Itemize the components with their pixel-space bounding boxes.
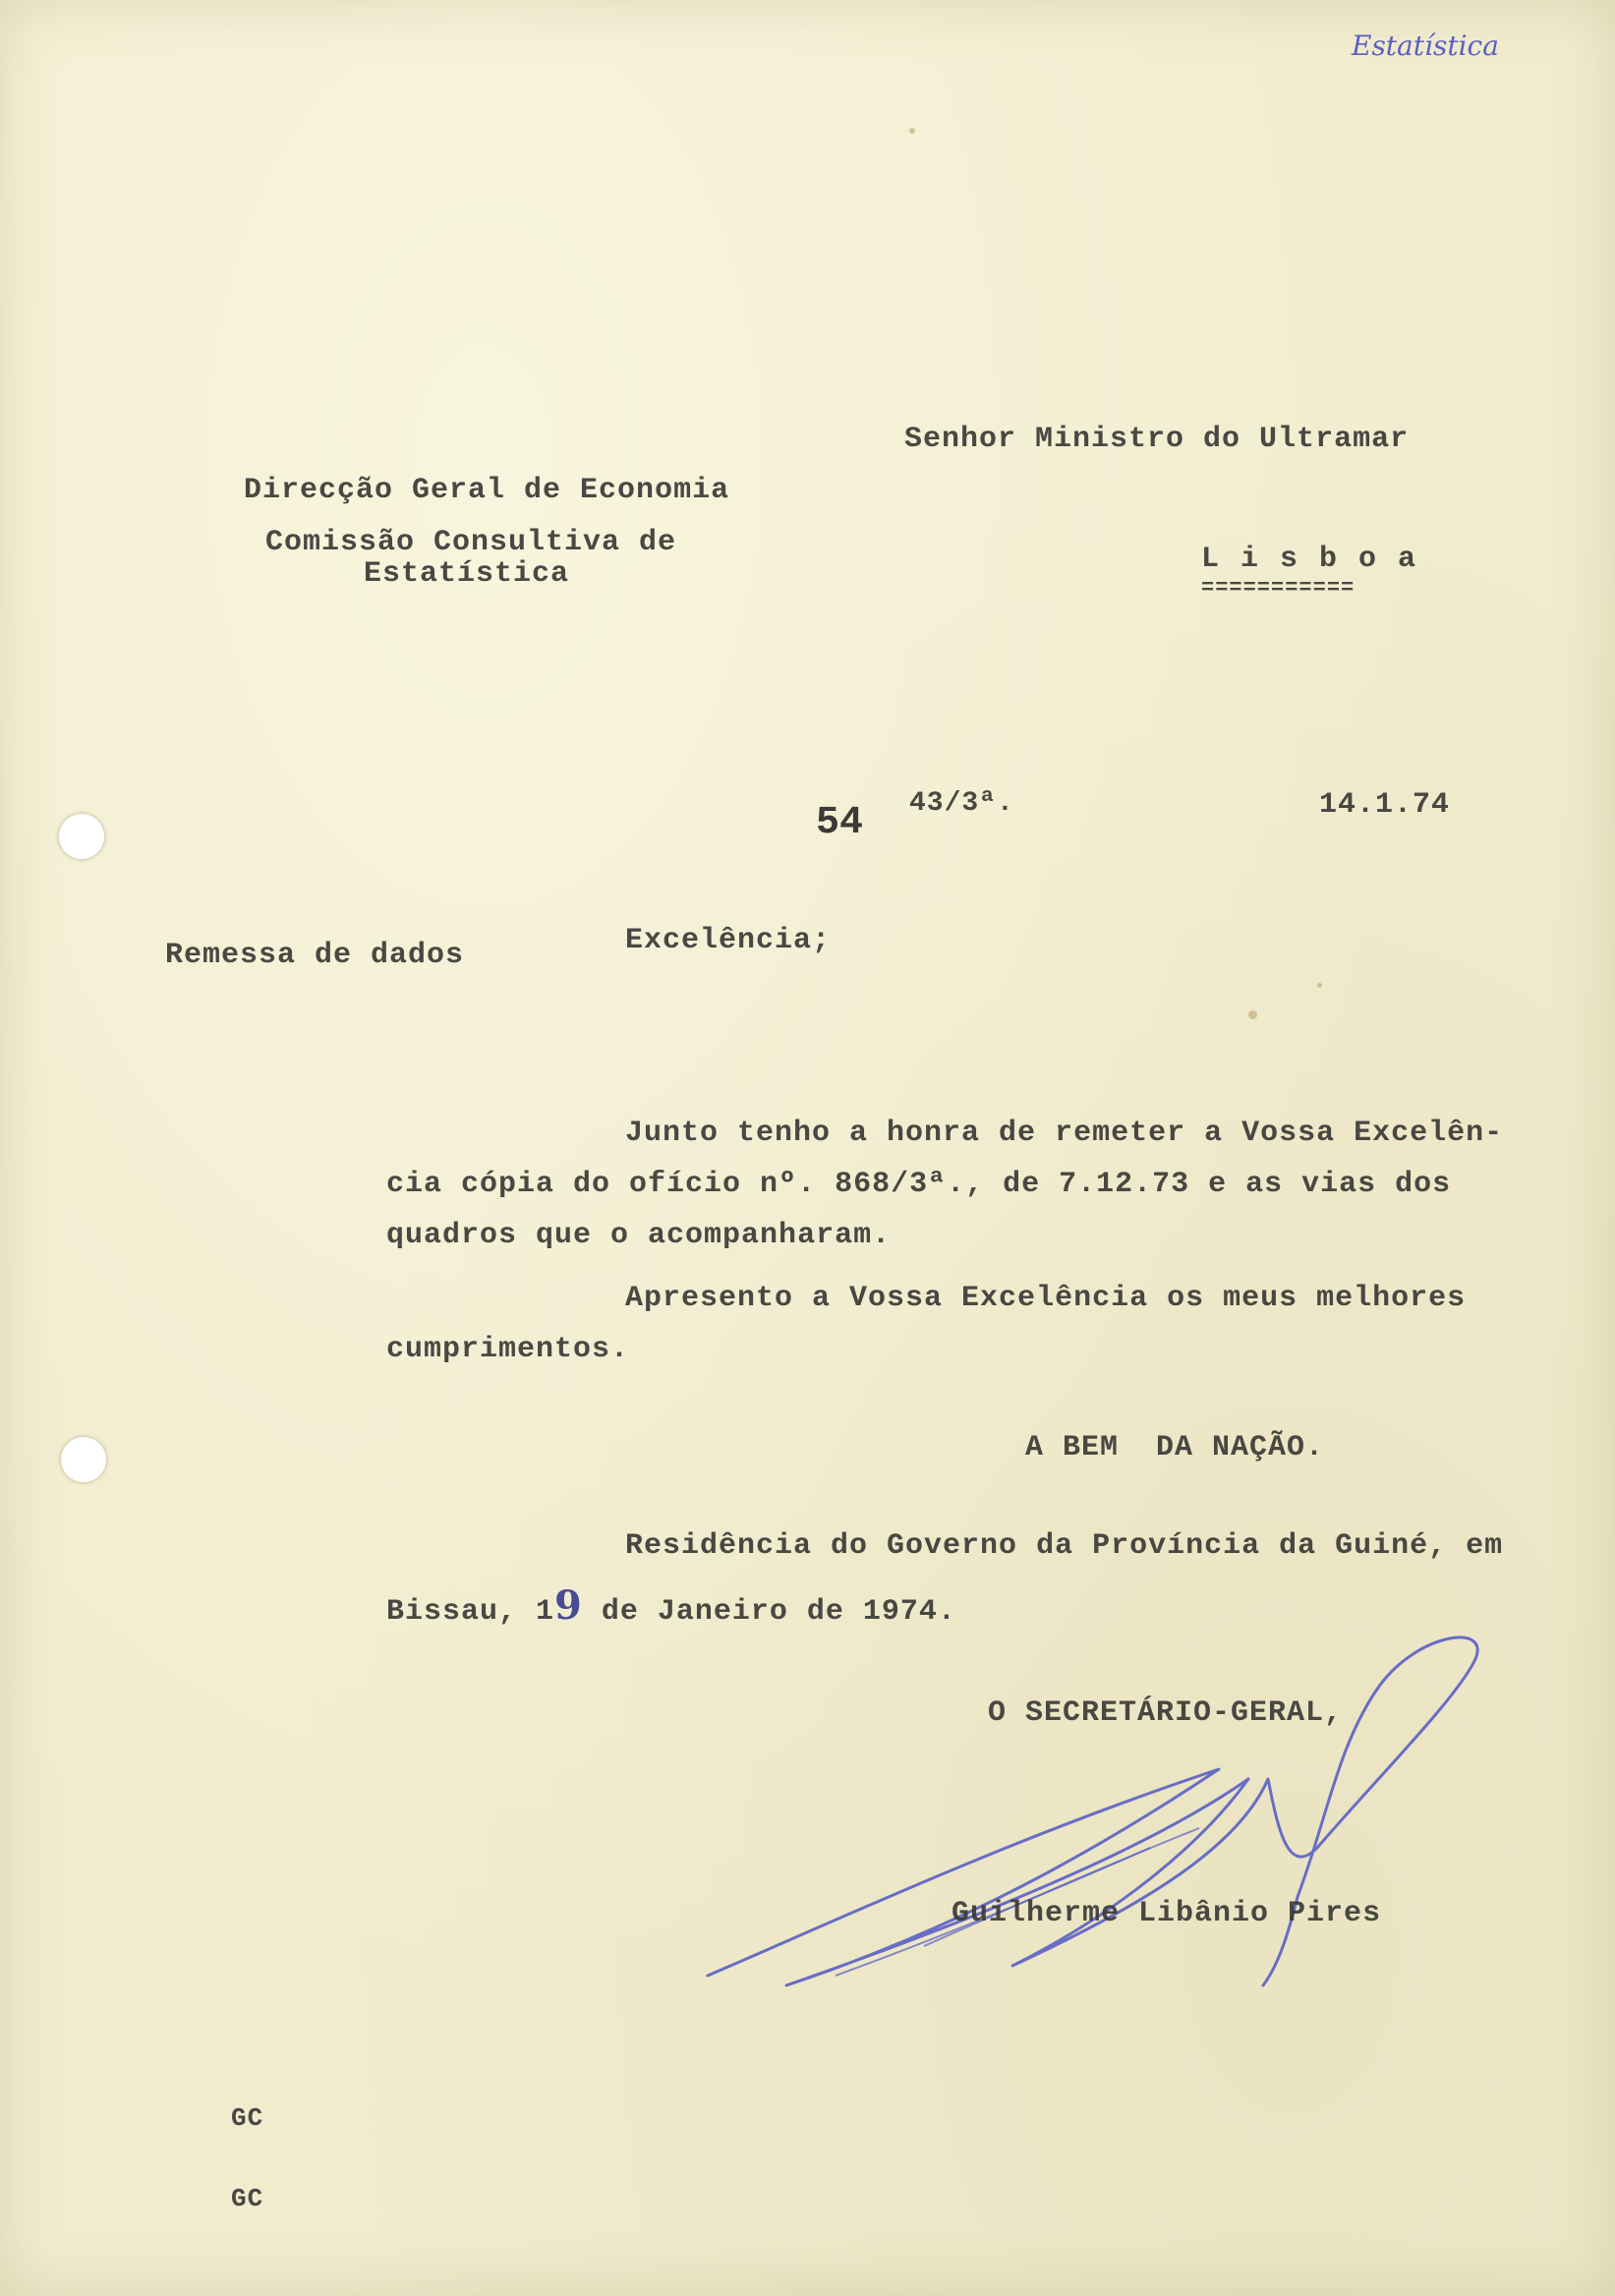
signature-scribble xyxy=(688,1622,1494,2044)
punch-hole-top xyxy=(59,814,104,859)
paper-stain xyxy=(909,128,915,134)
signatory-name: Guilherme Libânio Pires xyxy=(952,1897,1382,1930)
signature-title: O SECRETÁRIO-GERAL, xyxy=(988,1696,1344,1730)
body-line: cia cópia do ofício nº. 868/3ª., de 7.12.73 e as vias dos xyxy=(386,1168,1452,1201)
body-line: Junto tenho a honra de remeter a Vossa Excelên- xyxy=(625,1117,1504,1150)
addressee-city: L i s b o a xyxy=(1201,543,1418,576)
paper-stain xyxy=(1248,1010,1257,1019)
sender-line-3: Estatística xyxy=(364,557,570,591)
addressee-city-underline: =========== xyxy=(1201,576,1355,601)
paper-stain xyxy=(1317,983,1322,988)
footer-initials: GC xyxy=(231,2184,264,2213)
salutation: Excelência; xyxy=(625,924,832,957)
footer-initials: GC xyxy=(231,2103,264,2133)
closing-formula: A BEM DA NAÇÃO. xyxy=(1025,1431,1325,1464)
subject: Remessa de dados xyxy=(165,939,465,972)
place-line-2: Bissau, 19 de Janeiro de 1974. xyxy=(386,1582,956,1629)
body-line: cumprimentos. xyxy=(386,1333,630,1366)
sender-line-2: Comissão Consultiva de xyxy=(265,526,677,559)
reference-number: 43/3ª. xyxy=(909,788,1014,819)
sender-line-1: Direcção Geral de Economia xyxy=(244,474,730,507)
body-line: quadros que o acompanharam. xyxy=(386,1219,892,1252)
addressee-line: Senhor Ministro do Ultramar xyxy=(904,423,1410,456)
stamp-number: 54 xyxy=(816,801,864,845)
place-line-1: Residência do Governo da Província da Guiné, em xyxy=(625,1529,1504,1563)
reference-date: 14.1.74 xyxy=(1319,788,1451,822)
handwritten-day-digit: 9 xyxy=(554,1582,583,1629)
body-line: Apresento a Vossa Excelência os meus melhores xyxy=(625,1282,1467,1315)
punch-hole-bottom xyxy=(61,1437,106,1482)
handwritten-annotation: Estatística xyxy=(1352,29,1499,62)
